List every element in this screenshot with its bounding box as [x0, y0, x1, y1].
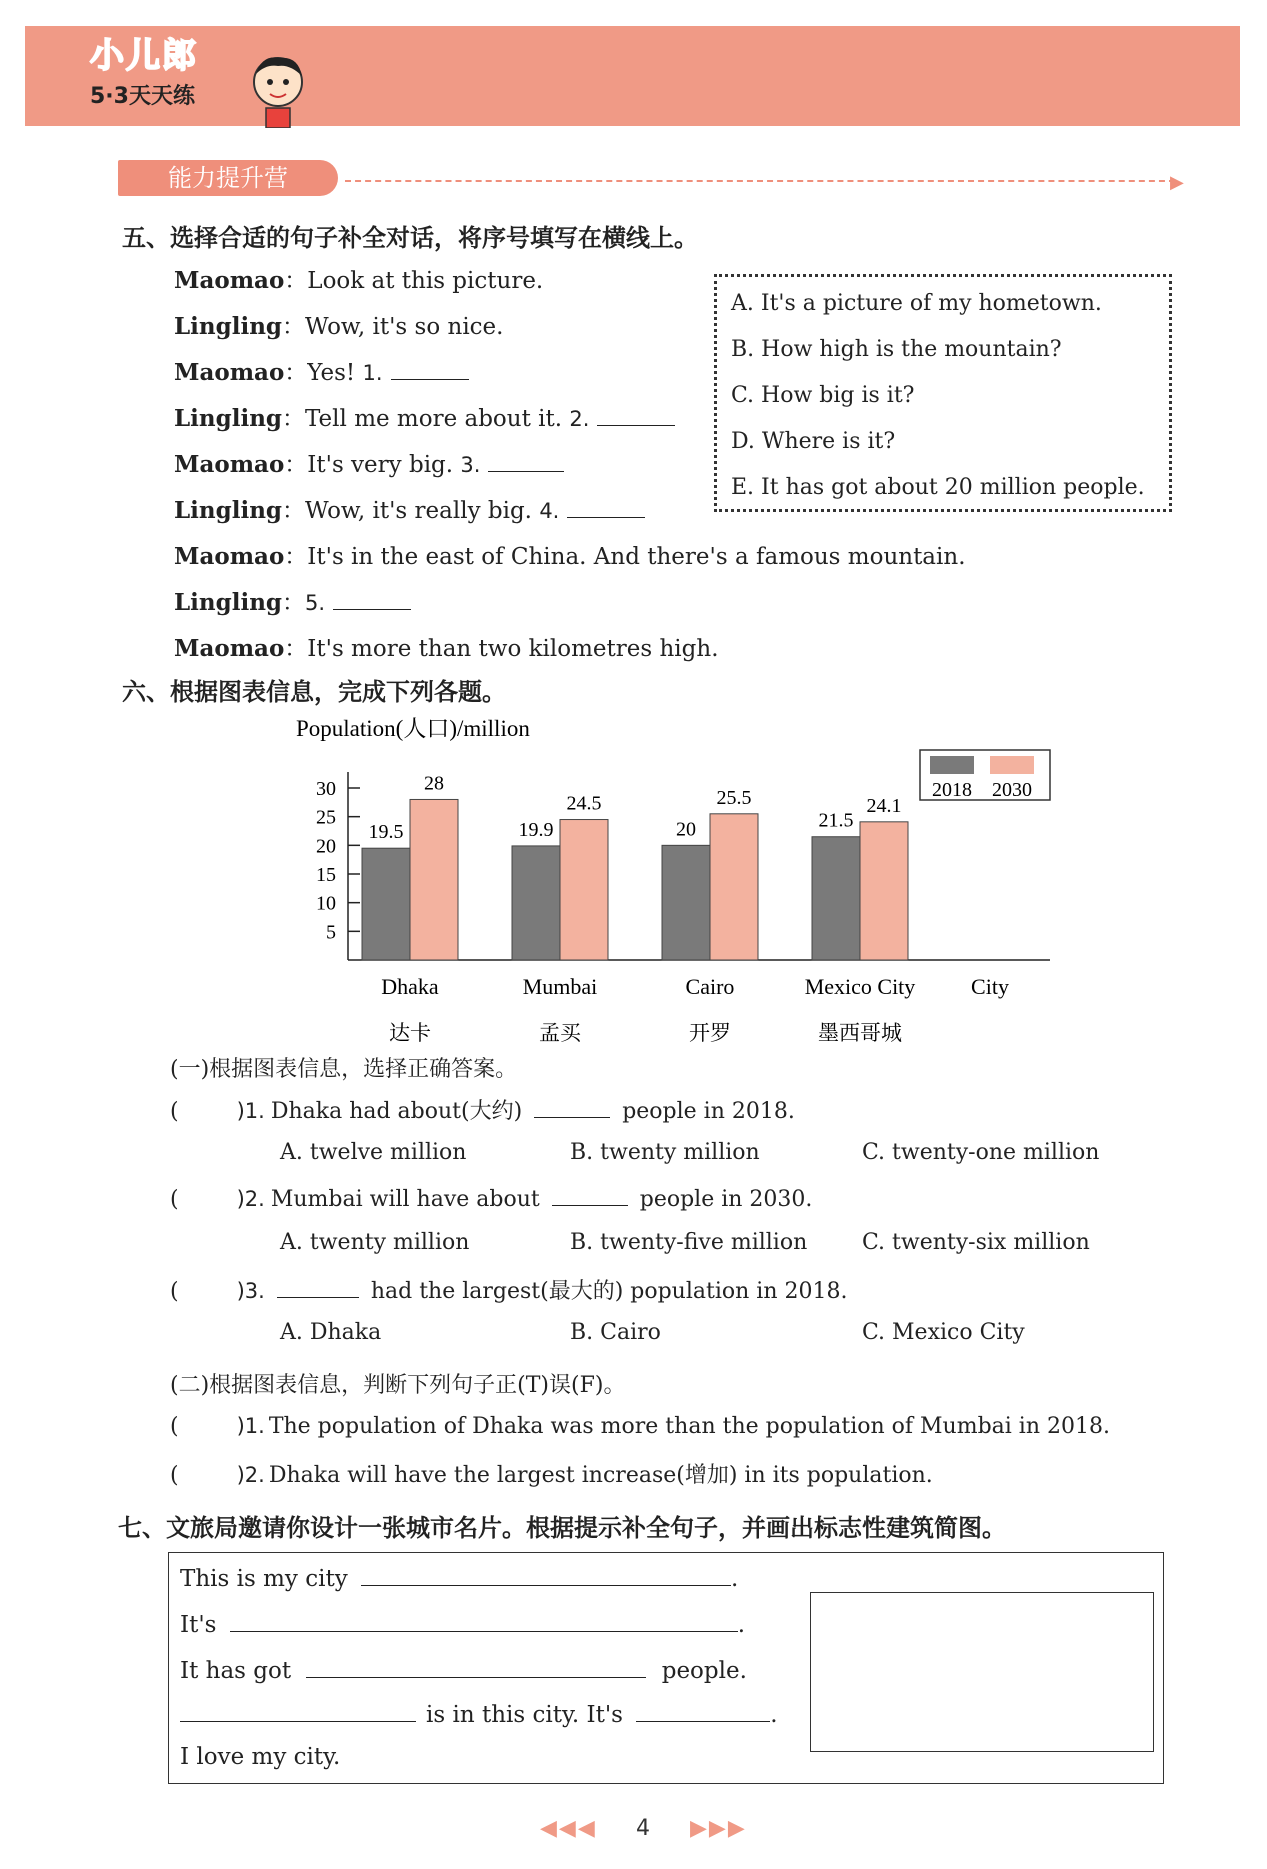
y-tick-label: 30	[316, 778, 336, 800]
question-pre: Dhaka had about(大约)	[270, 1099, 523, 1124]
mcq-option[interactable]: A. twelve million	[280, 1140, 467, 1165]
question-pre: Mumbai will have about	[270, 1187, 540, 1212]
page-number: 4	[636, 1816, 650, 1841]
question-number: )2.	[236, 1187, 265, 1211]
speaker: Lingling	[174, 497, 282, 524]
colon: ：	[284, 636, 308, 662]
option-d: D. Where is it?	[731, 429, 896, 454]
question-number: )1.	[236, 1414, 265, 1438]
y-tick-label: 5	[326, 921, 336, 944]
x-tick-label: Dhaka	[381, 974, 439, 999]
dialogue-line	[174, 492, 645, 525]
dialogue-line	[174, 630, 719, 663]
logo	[90, 28, 198, 110]
dialogue-line	[174, 538, 966, 571]
mcq-option[interactable]: B. Cairo	[570, 1320, 661, 1345]
speaker: Maomao	[174, 543, 285, 570]
x-tick-label-cn: 开罗	[689, 1021, 731, 1045]
card-line-1	[180, 1564, 738, 1592]
question-post: had the largest(最大的) population in 2018.	[370, 1279, 848, 1304]
population-chart	[290, 712, 1070, 1052]
dialogue-text: Look at this picture.	[307, 268, 544, 294]
question-number: )2.	[236, 1463, 265, 1487]
card-l3b-text: people.	[661, 1658, 747, 1684]
logo-main: 小儿郎	[90, 36, 198, 76]
section-banner: 能力提升营	[118, 160, 338, 196]
answer-paren-open: (	[170, 1099, 179, 1124]
bar-value-label: 19.9	[518, 818, 554, 841]
answer-blank[interactable]	[567, 496, 645, 518]
question-number: )3.	[236, 1279, 265, 1303]
option-a: A. It's a picture of my hometown.	[731, 291, 1102, 316]
bar-2030-dhaka	[410, 799, 458, 960]
dialogue-line	[174, 354, 469, 387]
blank-number: 3.	[460, 453, 481, 477]
colon: ：	[282, 498, 305, 524]
dialogue-text: Yes!	[307, 360, 363, 386]
mcq-option[interactable]: C. twenty-six million	[862, 1230, 1090, 1255]
mascot-icon	[248, 52, 308, 128]
colon: ：	[282, 314, 305, 340]
dialogue-line	[174, 262, 543, 295]
dialogue-line	[174, 446, 564, 479]
answer-paren-open: (	[170, 1463, 179, 1488]
dialogue-line	[174, 400, 675, 433]
card-blank-1[interactable]	[361, 1564, 731, 1586]
drawing-area[interactable]	[810, 1592, 1154, 1752]
dialogue-text: It's in the east of China. And there's a famous mountain.	[307, 544, 966, 570]
answer-paren-open: (	[170, 1414, 179, 1439]
card-l3a-text: It has got	[180, 1658, 292, 1684]
y-tick-label: 10	[316, 892, 336, 915]
card-line-2	[180, 1610, 745, 1638]
next-page-icon[interactable]: ▶▶▶	[690, 1816, 747, 1841]
x-axis-label: City	[971, 974, 1009, 999]
dialogue-text: It's more than two kilometres high.	[307, 636, 719, 662]
tf-question	[170, 1458, 933, 1489]
bar-value-label: 21.5	[818, 809, 854, 832]
card-blank-2[interactable]	[230, 1610, 738, 1632]
x-tick-label-cn: 达卡	[389, 1021, 431, 1045]
speaker: Lingling	[174, 405, 282, 432]
card-line-5: I love my city.	[180, 1744, 341, 1770]
mcq-option[interactable]: B. twenty-five million	[570, 1230, 808, 1255]
answer-blank[interactable]	[597, 404, 675, 426]
colon: ：	[284, 452, 308, 478]
speaker: Lingling	[174, 589, 282, 616]
question-post: people in 2018.	[622, 1099, 795, 1124]
part1-title: (一)根据图表信息，选择正确答案。	[170, 1057, 518, 1082]
mcq-question	[170, 1184, 812, 1212]
dialogue-line	[174, 308, 503, 341]
speaker: Maomao	[174, 451, 285, 478]
bar-2030-mumbai	[560, 820, 608, 960]
card-blank-4[interactable]	[180, 1700, 416, 1722]
question-blank[interactable]	[552, 1184, 628, 1206]
colon: ：	[284, 268, 308, 294]
y-tick-label: 20	[316, 835, 336, 858]
bar-value-label: 25.5	[716, 786, 752, 809]
bar-2018-dhaka	[362, 848, 410, 960]
question-blank[interactable]	[534, 1096, 610, 1118]
colon: ：	[282, 590, 305, 616]
colon: ：	[284, 544, 308, 570]
x-tick-label: Cairo	[685, 974, 735, 999]
card-blank-3[interactable]	[306, 1656, 646, 1678]
x-tick-label-cn: 孟买	[539, 1021, 581, 1045]
x-tick-label-cn: 墨西哥城	[818, 1021, 902, 1045]
chart-title: Population(人口)/million	[296, 716, 530, 741]
card-l2-text: It's	[180, 1612, 217, 1638]
question-number: )1.	[236, 1099, 265, 1123]
card-period-2: .	[737, 1612, 746, 1638]
tf-text: Dhaka will have the largest increase(增加) in its population.	[268, 1463, 933, 1488]
header-band	[25, 26, 1240, 126]
prev-page-icon[interactable]: ◀◀◀	[540, 1816, 597, 1841]
options-box	[714, 274, 1172, 512]
mcq-option[interactable]: A. twenty million	[280, 1230, 470, 1255]
dialogue-line	[174, 584, 411, 617]
speaker: Maomao	[174, 359, 285, 386]
blank-number: 4.	[539, 499, 560, 523]
logo-sub: 5·3天天练	[90, 84, 195, 109]
section7-title: 七、文旅局邀请你设计一张城市名片。根据提示补全句子，并画出标志性建筑简图。	[118, 1514, 1006, 1542]
bar-2030-mexico-city	[860, 822, 908, 960]
question-post: people in 2030.	[639, 1187, 813, 1212]
x-tick-label: Mumbai	[522, 974, 598, 999]
speaker: Maomao	[174, 635, 285, 662]
bar-2030-cairo	[710, 814, 758, 960]
tf-text: The population of Dhaka was more than the population of Mumbai in 2018.	[268, 1414, 1110, 1439]
section5-title: 五、选择合适的句子补全对话，将序号填写在横线上。	[122, 224, 698, 252]
x-tick-label: Mexico City	[804, 974, 916, 999]
legend-label: 2018	[932, 779, 972, 801]
colon: ：	[284, 360, 308, 386]
card-l4a-text: is in this city. It's	[426, 1702, 623, 1728]
bar-2018-mumbai	[512, 846, 560, 960]
legend-swatch	[990, 756, 1034, 774]
y-tick-label: 25	[316, 806, 336, 829]
legend-label: 2030	[992, 779, 1032, 801]
blank-number: 2.	[569, 407, 590, 431]
speaker: Maomao	[174, 267, 285, 294]
bar-value-label: 20	[676, 818, 696, 841]
mcq-option[interactable]: C. Mexico City	[862, 1320, 1025, 1345]
answer-blank[interactable]	[488, 450, 564, 472]
legend-swatch	[930, 756, 974, 774]
mcq-question	[170, 1274, 847, 1305]
tf-question	[170, 1414, 1110, 1439]
chevron-right-icon: ▶	[1170, 172, 1184, 193]
bar-2018-cairo	[662, 845, 710, 960]
card-line-4	[180, 1700, 778, 1728]
card-line-3	[180, 1656, 747, 1684]
speaker: Lingling	[174, 313, 282, 340]
blank-number: 1.	[362, 361, 383, 385]
mcq-question	[170, 1094, 795, 1125]
option-e: E. It has got about 20 million people.	[731, 475, 1145, 500]
bar-value-label: 28	[424, 772, 444, 795]
colon: ：	[282, 406, 305, 432]
mcq-option[interactable]: B. twenty million	[570, 1140, 760, 1165]
answer-paren-open: (	[170, 1279, 179, 1304]
bar-value-label: 24.5	[566, 792, 602, 815]
banner-dash-line	[345, 180, 1175, 182]
bar-value-label: 19.5	[368, 821, 404, 844]
bar-value-label: 24.1	[866, 794, 902, 817]
card-l1-text: This is my city	[180, 1566, 348, 1592]
section6-title: 六、根据图表信息，完成下列各题。	[122, 678, 506, 706]
option-b: B. How high is the mountain?	[731, 337, 1062, 362]
mcq-option[interactable]: A. Dhaka	[280, 1320, 382, 1345]
dialogue-text: Wow, it's really big.	[305, 498, 540, 524]
part2-title: (二)根据图表信息，判断下列句子正(T)误(F)。	[170, 1373, 626, 1398]
card-period-4: .	[770, 1702, 778, 1728]
y-tick-label: 15	[316, 864, 336, 886]
bar-2018-mexico-city	[812, 837, 860, 960]
card-period-1: .	[731, 1566, 739, 1592]
answer-paren-open: (	[170, 1187, 179, 1212]
answer-blank[interactable]	[391, 358, 469, 380]
blank-number: 5.	[305, 591, 326, 615]
mcq-option[interactable]: C. twenty-one million	[862, 1140, 1100, 1165]
card-blank-5[interactable]	[636, 1700, 770, 1722]
option-c: C. How big is it?	[731, 383, 915, 408]
dialogue-text: It's very big.	[307, 452, 461, 478]
answer-blank[interactable]	[333, 588, 411, 610]
question-blank[interactable]	[277, 1276, 359, 1298]
dialogue-text: Wow, it's so nice.	[305, 314, 504, 340]
dialogue-text: Tell me more about it.	[305, 406, 570, 432]
